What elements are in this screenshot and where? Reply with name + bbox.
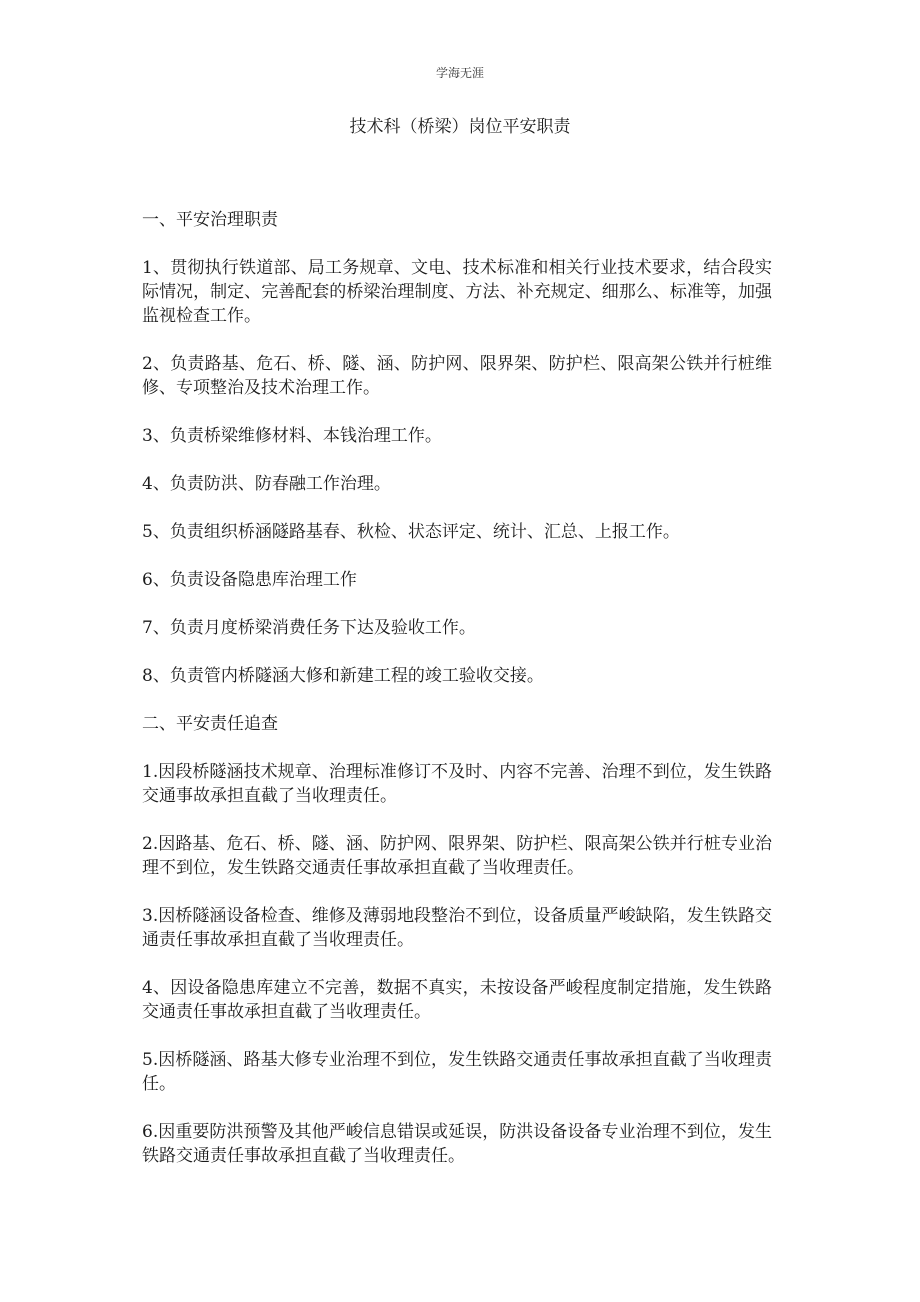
section-heading-accountability: 二、平安责任追查: [142, 714, 278, 734]
duty-item-4: 4、负责防洪、防春融工作治理。: [142, 474, 391, 494]
document-body: [142, 208, 772, 1192]
accountability-item-3: 3.因桥隧涵设备检查、维修及薄弱地段整治不到位，设备质量严峻缺陷，发生铁路交通责任事故承担直截了当收理责任。: [142, 906, 772, 950]
section-heading-safety-management: 一、平安治理职责: [142, 210, 278, 230]
duty-item-2: 2、负责路基、危石、桥、隧、涵、防护网、限界架、防护栏、限高架公铁并行桩维修、专项整治及技术治理工作。: [142, 354, 772, 398]
duty-item-7: 7、负责月度桥梁消费任务下达及验收工作。: [142, 618, 476, 638]
accountability-item-2: 2.因路基、危石、桥、隧、涵、防护网、限界架、防护栏、限高架公铁并行桩专业治理不到位，发生铁路交通责任事故承担直截了当收理责任。: [142, 834, 772, 878]
duty-item-6: 6、负责设备隐患库治理工作: [142, 570, 357, 590]
duty-item-5: 5、负责组织桥涵隧路基春、秋检、状态评定、统计、汇总、上报工作。: [142, 522, 680, 542]
accountability-item-5: 5.因桥隧涵、路基大修专业治理不到位，发生铁路交通责任事故承担直截了当收理责任。: [142, 1050, 772, 1094]
accountability-item-1: 1.因段桥隧涵技术规章、治理标准修订不及时、内容不完善、治理不到位，发生铁路交通事故承担直截了当收理责任。: [142, 762, 772, 806]
duty-item-8: 8、负责管内桥隧涵大修和新建工程的竣工验收交接。: [142, 666, 544, 686]
duty-item-1: 1、贯彻执行铁道部、局工务规章、文电、技术标准和相关行业技术要求，结合段实际情况，制定、完善配套的桥梁治理制度、方法、补充规定、细那么、标准等，加强监视检查工作。: [142, 258, 772, 326]
duty-item-3: 3、负责桥梁维修材料、本钱治理工作。: [142, 426, 442, 446]
accountability-item-4: 4、因设备隐患库建立不完善，数据不真实，未按设备严峻程度制定措施，发生铁路交通责任事故承担直截了当收理责任。: [142, 978, 772, 1022]
accountability-item-6: 6.因重要防洪预警及其他严峻信息错误或延误，防洪设备设备专业治理不到位，发生铁路交通责任事故承担直截了当收理责任。: [142, 1122, 772, 1166]
page-header: 学海无涯: [435, 66, 484, 80]
document-title: 技术科（桥梁）岗位平安职责: [349, 117, 571, 137]
